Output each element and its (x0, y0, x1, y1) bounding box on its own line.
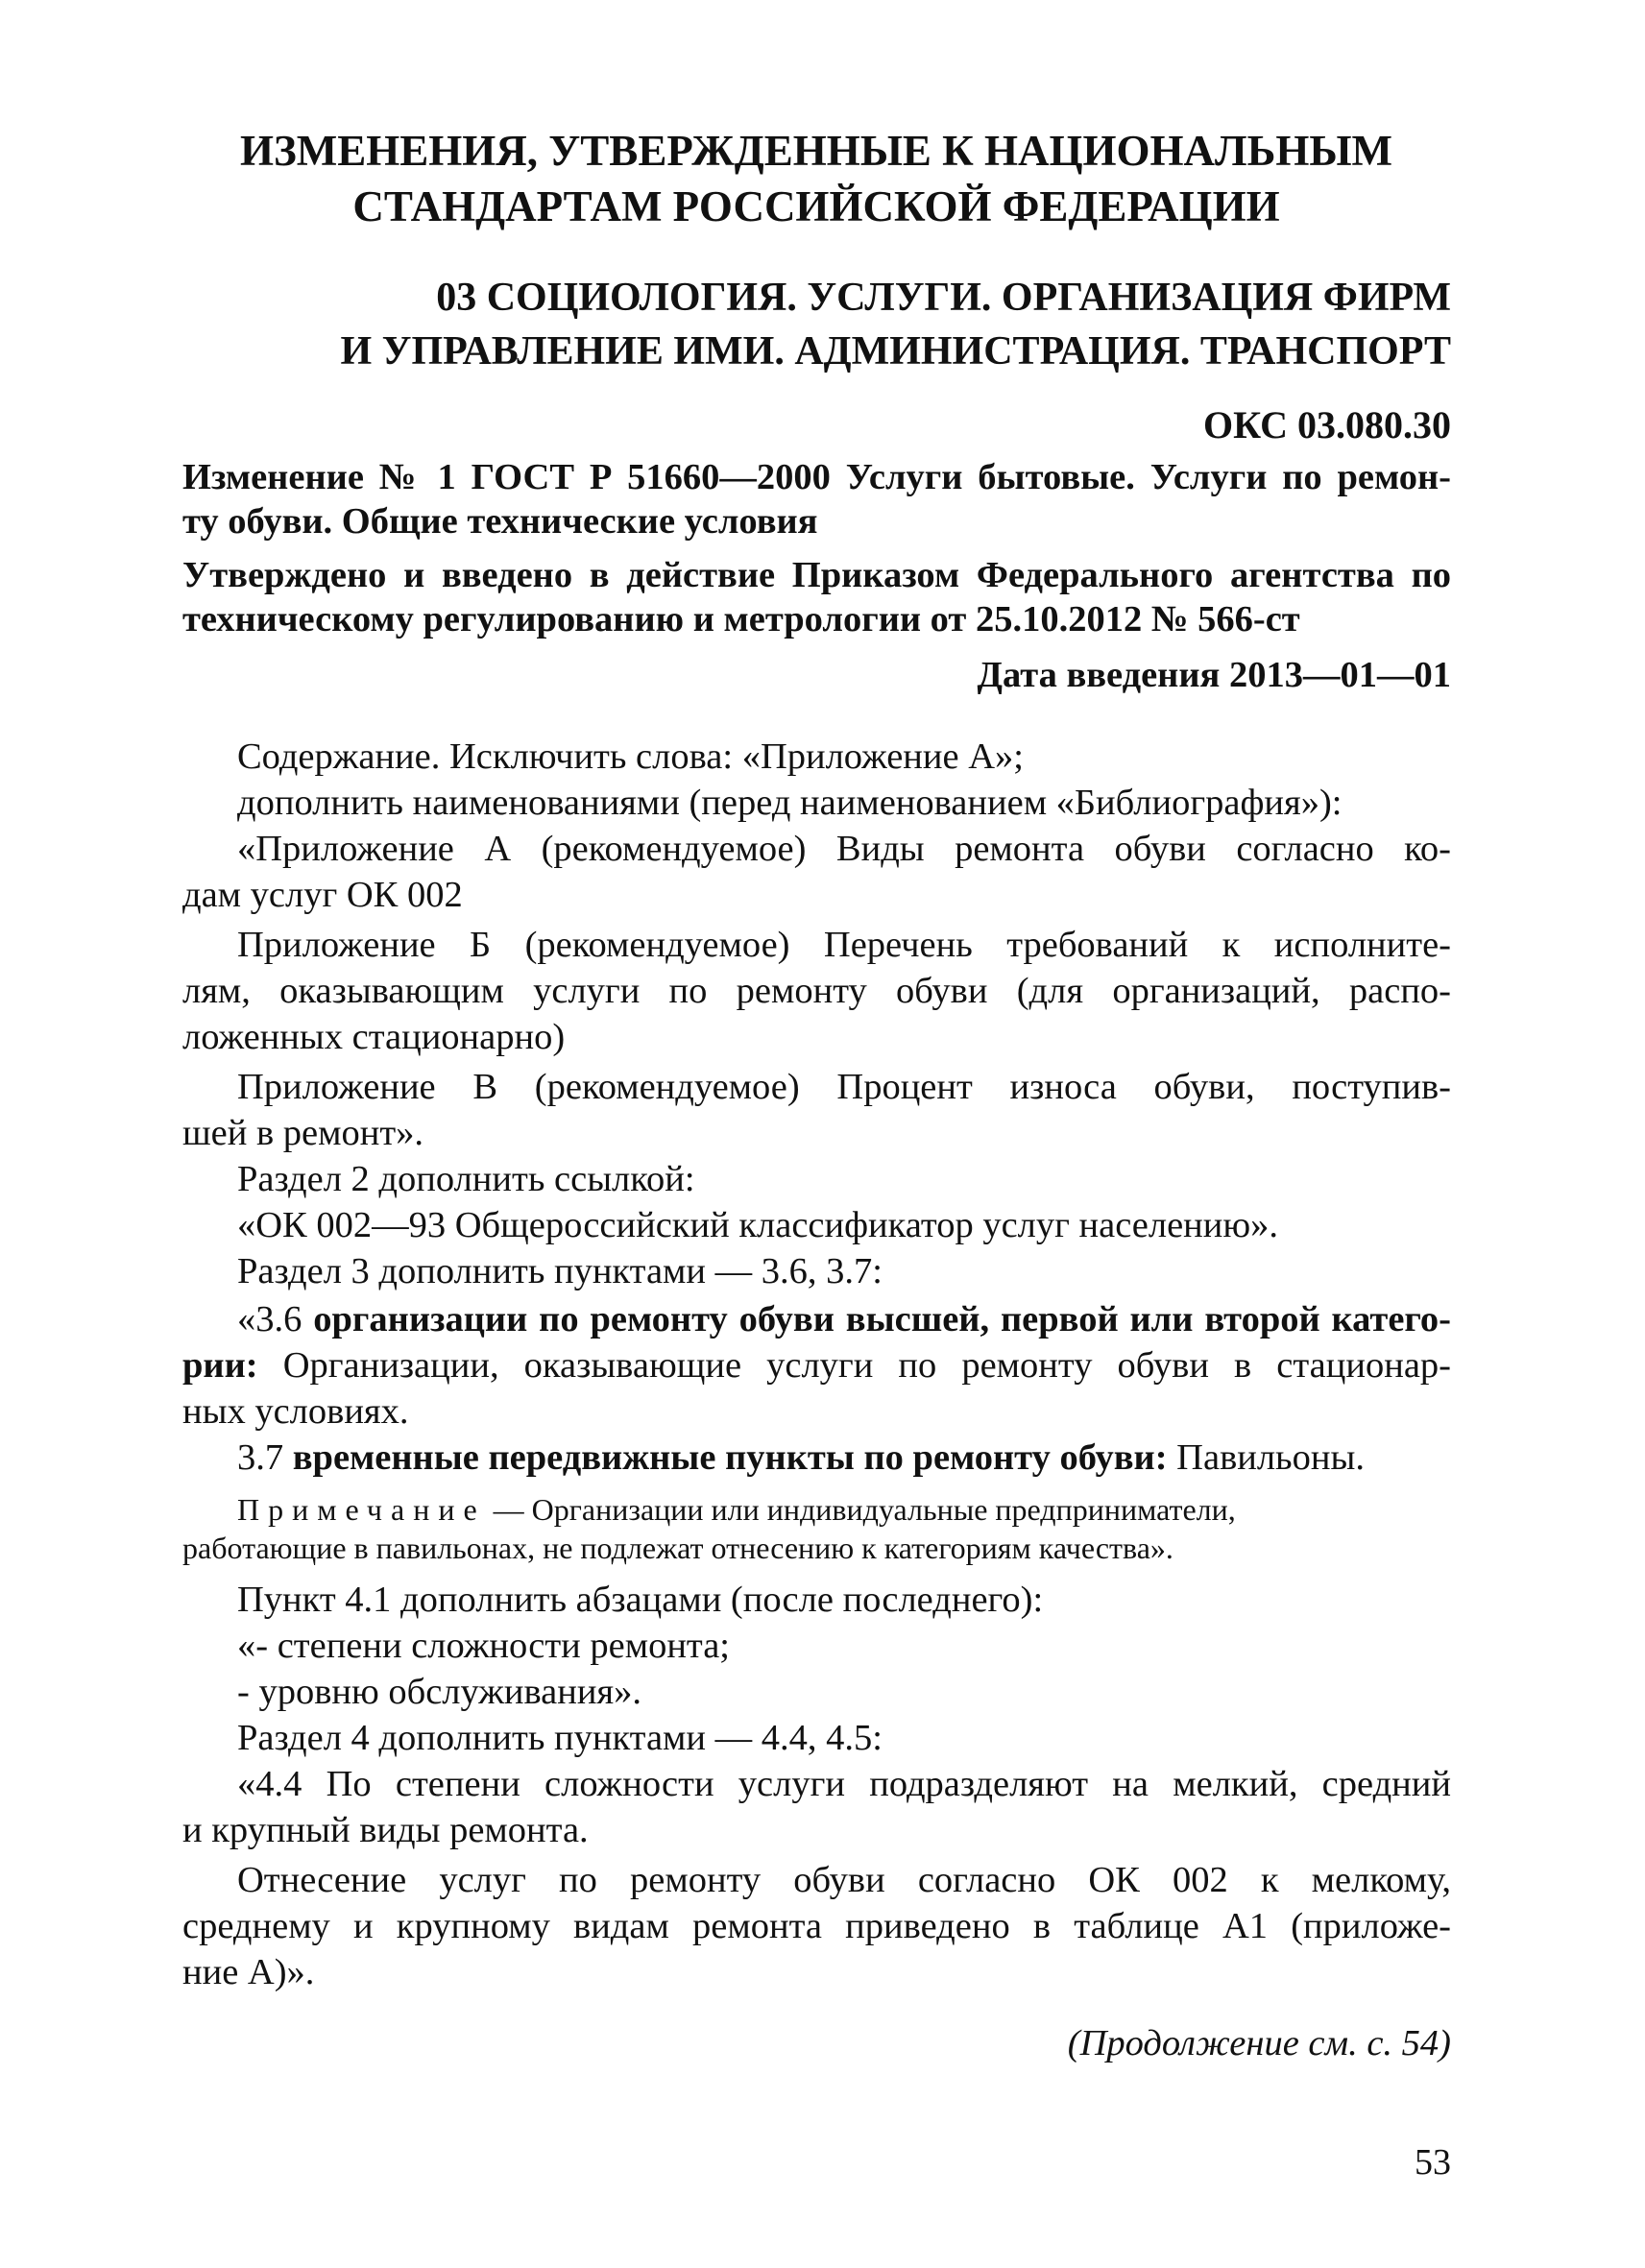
body-line: Раздел 2 дополнить ссылкой: (237, 1159, 695, 1199)
section-heading-line-1: 03 СОЦИОЛОГИЯ. УСЛУГИ. ОРГАНИЗАЦИЯ ФИРМ (436, 276, 1451, 320)
note-line-2: работающие в павильонах, не подлежат отнесению к категориям качества». (182, 1531, 1173, 1565)
note-line-1 (182, 1490, 1451, 1529)
note-text: — Организации или индивидуальные предприниматели, (485, 1492, 1236, 1527)
body-line: лям, оказывающим услуги по ремонту обуви (для организаций, распо- (182, 971, 1451, 1011)
body-line: Раздел 4 дополнить пунктами — 4.4, 4.5: (237, 1718, 883, 1758)
body-line-definition-3-6-cont (182, 1342, 1451, 1388)
body-line: Пункт 4.1 дополнить абзацами (после последнего): (237, 1580, 1044, 1620)
oks-code: ОКС 03.080.30 (1202, 403, 1451, 446)
header-title-line-1: ИЗМЕНЕНИЯ, УТВЕРЖДЕННЫЕ К НАЦИОНАЛЬНЫМ (240, 127, 1392, 175)
approval-line-1: Утверждено и введено в действие Приказом Федерального агентства по (182, 555, 1451, 595)
defined-term: временные передвижные пункты по ремонту обуви: (292, 1437, 1168, 1478)
body-line: дам услуг ОК 002 (182, 875, 463, 915)
section-heading (203, 271, 1451, 378)
defined-term: рии: (182, 1345, 258, 1386)
body-line: Содержание. Исключить слова: «Приложение А»; (237, 736, 1024, 777)
definition-text: Павильоны. (1167, 1437, 1365, 1478)
page-number: 53 (1415, 2142, 1451, 2183)
body-line: «4.4 По степени сложности услуги подразделяют на мелкий, средний (237, 1764, 1451, 1804)
note-label: Примечание (237, 1492, 486, 1527)
body-line: и крупный виды ремонта. (182, 1810, 589, 1850)
approval-line-2: техническому регулированию и метрологии от 25.10.2012 № 566-ст (182, 599, 1300, 639)
amendment-title-line-2: ту обуви. Общие технические условия (182, 501, 818, 542)
body-line: «ОК 002—93 Общероссийский классификатор услуг населению». (237, 1205, 1279, 1245)
body-line: Раздел 3 дополнить пунктами — 3.6, 3.7: (237, 1251, 883, 1291)
amendment-title-line-1: Изменение № 1 ГОСТ Р 51660—2000 Услуги бытовые. Услуги по ремон- (182, 457, 1451, 497)
continuation-note: (Продолжение см. с. 54) (1067, 2023, 1451, 2063)
defined-term: организации по ремонту обуви высшей, первой или второй катего- (313, 1299, 1451, 1339)
clause-number: 3.7 (237, 1437, 293, 1478)
header-title-line-2: СТАНДАРТАМ РОССИЙСКОЙ ФЕДЕРАЦИИ (352, 182, 1280, 230)
effective-date: Дата введения 2013—01—01 (977, 655, 1451, 695)
body-line: ложенных стационарно) (182, 1017, 566, 1057)
body-line-definition-3-7 (182, 1435, 1451, 1481)
body-line: дополнить наименованиями (перед наименованием «Библиография»): (237, 783, 1343, 823)
body-line-definition-3-6 (182, 1296, 1451, 1342)
body-line: Приложение В (рекомендуемое) Процент износа обуви, поступив- (237, 1067, 1451, 1107)
body-line: - уровню обслуживания». (237, 1672, 641, 1712)
body-line: ных условиях. (182, 1391, 409, 1432)
document-header (182, 123, 1450, 234)
body-line: Отнесение услуг по ремонту обуви согласно ОК 002 к мелкому, (237, 1860, 1451, 1900)
body-line: Приложение Б (рекомендуемое) Перечень требований к исполните- (237, 925, 1451, 965)
body-line: среднему и крупному видам ремонта приведено в таблице А1 (приложе- (182, 1906, 1451, 1946)
body-line: «- степени сложности ремонта; (237, 1626, 731, 1666)
clause-number: «3.6 (237, 1299, 314, 1339)
section-heading-line-2: И УПРАВЛЕНИЕ ИМИ. АДМИНИСТРАЦИЯ. ТРАНСПОРТ (340, 329, 1451, 374)
body-line: ние А)». (182, 1952, 315, 1992)
body-line: «Приложение А (рекомендуемое) Виды ремонта обуви согласно ко- (237, 829, 1451, 869)
body-line: шей в ремонт». (182, 1113, 424, 1153)
definition-text: Организации, оказывающие услуги по ремонту обуви в стационар- (257, 1345, 1451, 1386)
